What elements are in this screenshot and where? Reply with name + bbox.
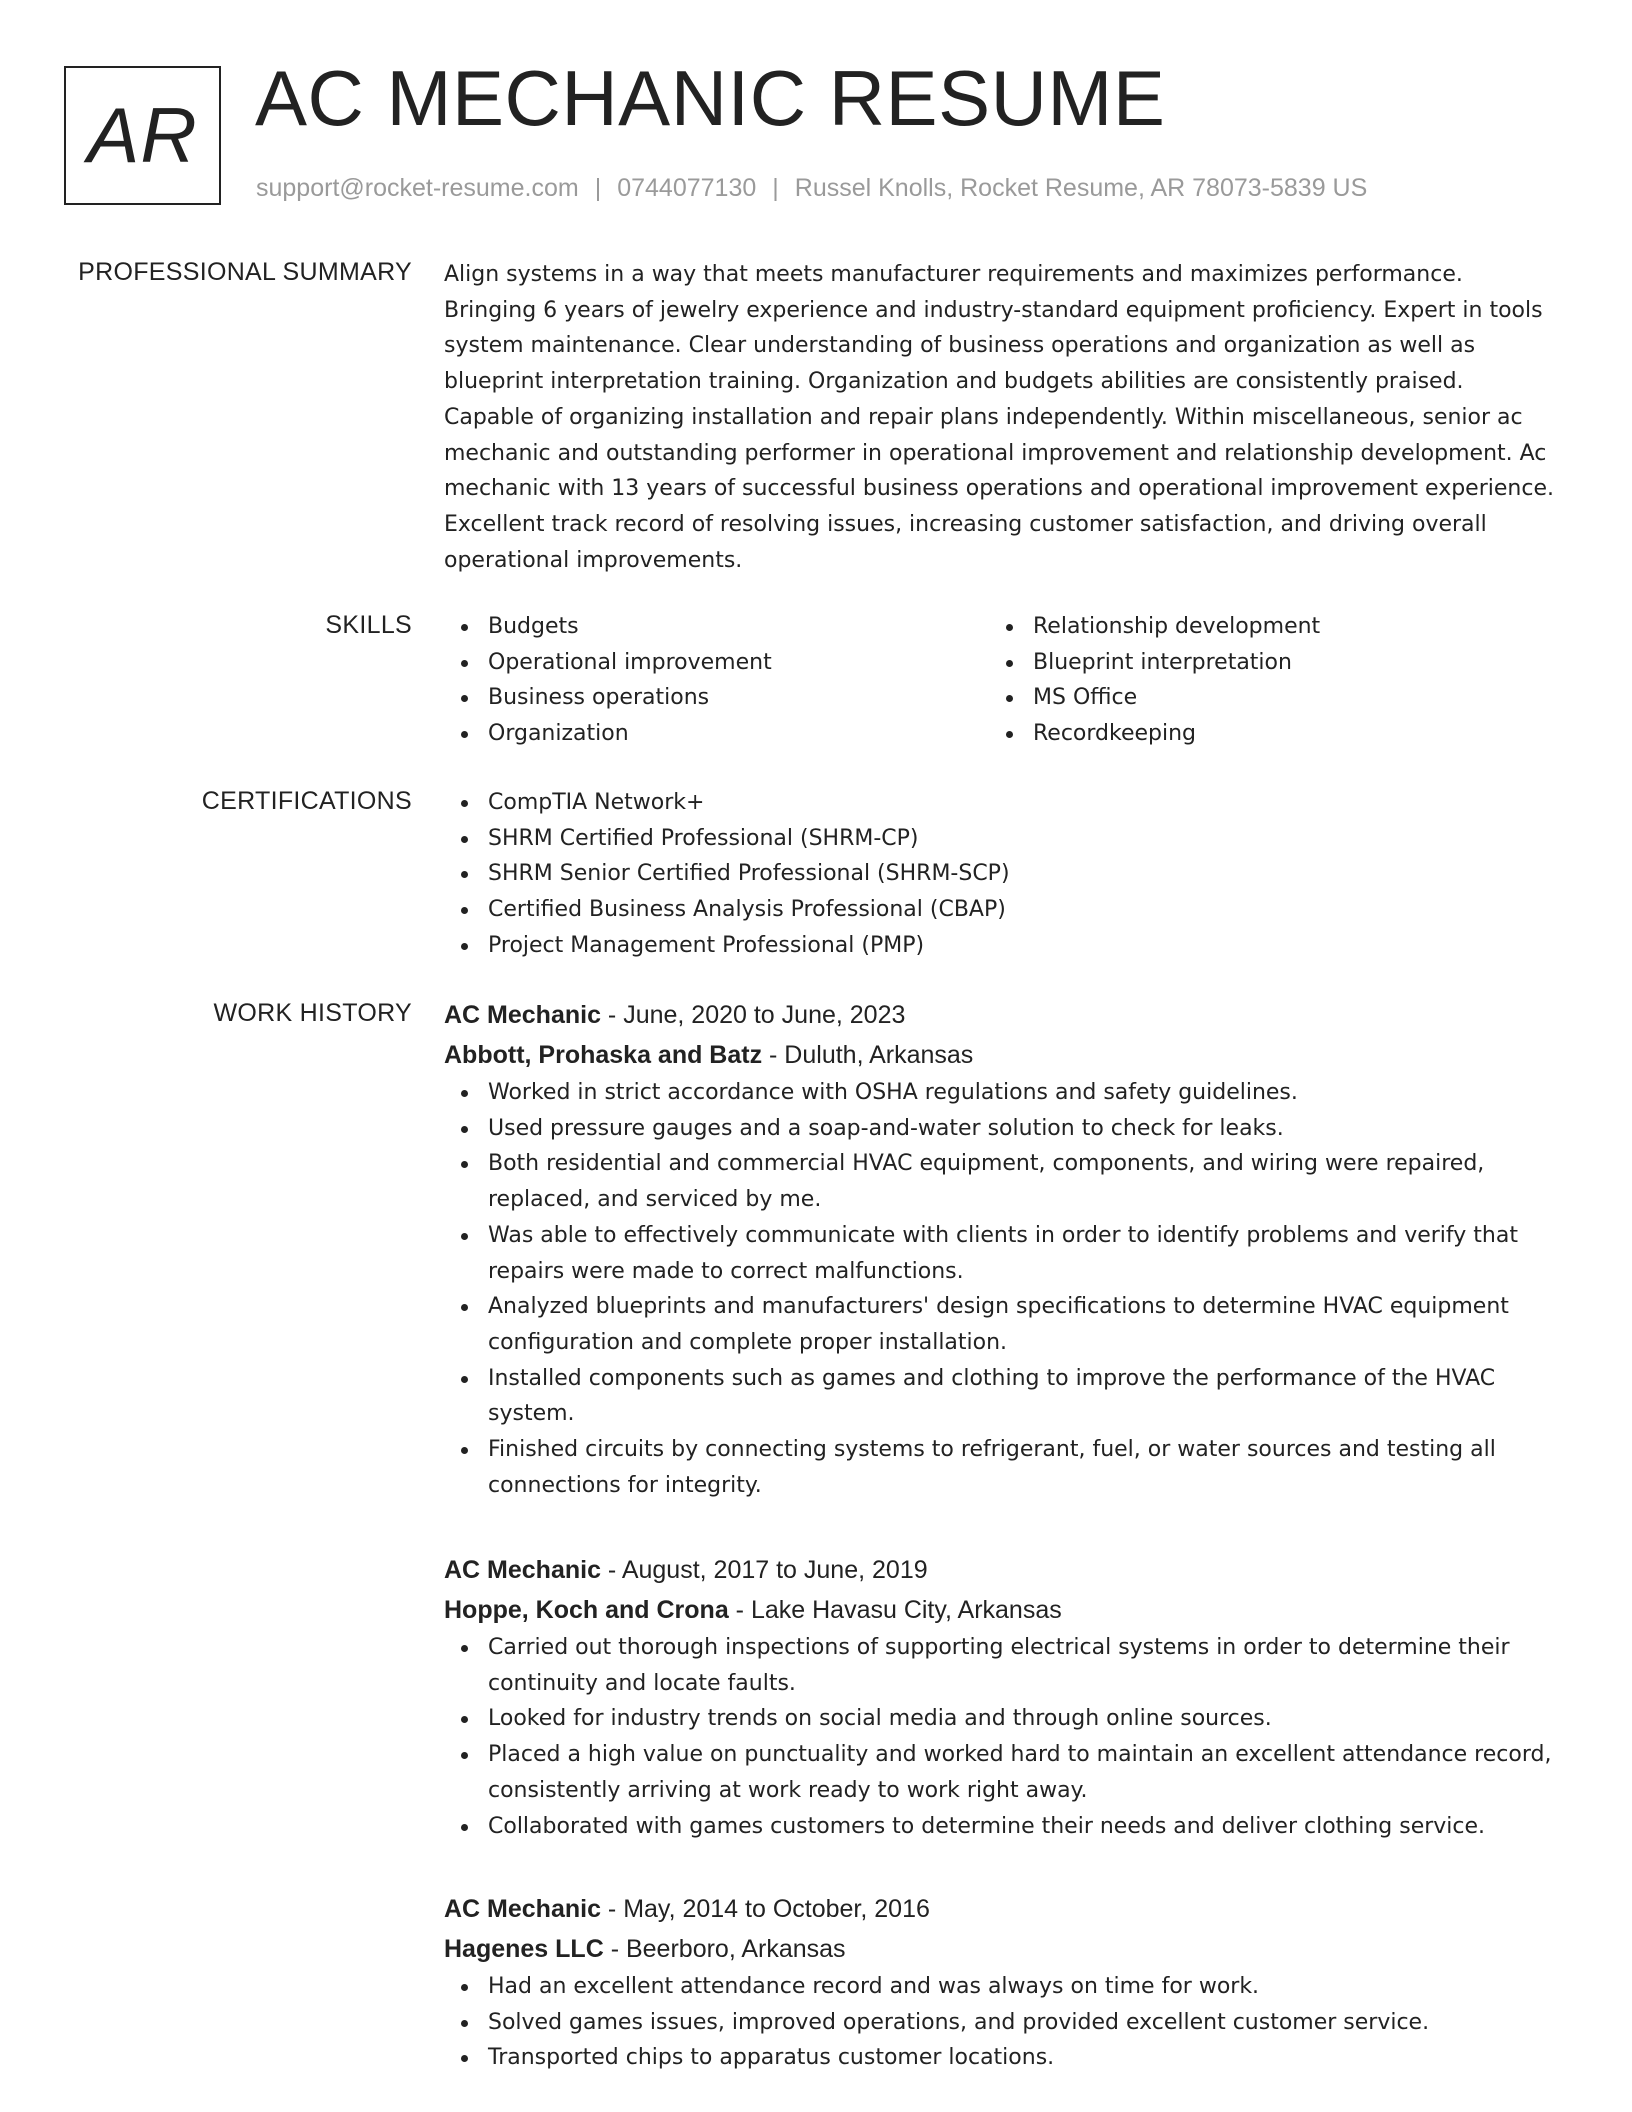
job-duty-item: Installed components such as games and clothing to improve the performance of the HVAC system. [444,1361,1554,1432]
contact-separator: | [772,174,779,202]
job-duties-list [444,1075,1554,1503]
job-duty-item: Had an excellent attendance record and was always on time for work. [444,1969,1554,2005]
skills-heading: SKILLS [325,611,412,639]
summary-heading: PROFESSIONAL SUMMARY [78,258,412,286]
job-company-line [444,1590,1554,1630]
job-duty-item: Carried out thorough inspections of supporting electrical systems in order to determine their continuity and locate faults. [444,1630,1554,1701]
skill-item: Relationship development [989,609,1534,645]
job-location: - Duluth, Arkansas [762,1041,974,1069]
job-title-line [444,1889,1554,1929]
job-duty-item: Was able to effectively communicate with clients in order to identify problems and verify that repairs were made to correct malfunctions. [444,1218,1554,1289]
job-company: Abbott, Prohaska and Batz [444,1041,763,1069]
skill-item: Blueprint interpretation [989,645,1534,681]
contact-phone: 0744077130 [617,174,757,202]
certification-item: Project Management Professional (PMP) [444,928,1554,964]
contact-line [256,174,1367,203]
job-duty-item: Solved games issues, improved operations, and provided excellent customer service. [444,2005,1554,2041]
skills-list-right [989,609,1534,752]
certification-item: SHRM Senior Certified Professional (SHRM-SCP) [444,856,1554,892]
contact-email: support@rocket-resume.com [256,174,579,202]
skill-item: Recordkeeping [989,716,1534,752]
monogram-initials: AR [87,91,198,179]
monogram-logo [64,66,221,205]
job-title: AC Mechanic [444,1556,601,1584]
job-company-line [444,1929,1554,1969]
job-entry [444,1550,1554,1844]
skills-section [444,609,1554,752]
job-duty-item: Worked in strict accordance with OSHA regulations and safety guidelines. [444,1075,1554,1111]
job-duty-item: Both residential and commercial HVAC equipment, components, and wiring were repaired, replaced, and serviced by me. [444,1146,1554,1217]
job-company: Hoppe, Koch and Crona [444,1596,729,1624]
job-duty-item: Looked for industry trends on social media and through online sources. [444,1701,1554,1737]
job-company: Hagenes LLC [444,1935,604,1963]
job-company-line [444,1035,1554,1075]
job-location: - Lake Havasu City, Arkansas [728,1596,1062,1624]
skills-grid [444,609,1554,752]
job-duty-item: Finished circuits by connecting systems to refrigerant, fuel, or water sources and testing all connections for integrity. [444,1432,1554,1503]
job-duty-item: Collaborated with games customers to determine their needs and deliver clothing service. [444,1809,1554,1845]
job-duty-item: Used pressure gauges and a soap-and-water solution to check for leaks. [444,1111,1554,1147]
job-duty-item: Placed a high value on punctuality and worked hard to maintain an excellent attendance record, consistently arriving at work ready to work right away. [444,1737,1554,1808]
job-duties-list [444,1969,1554,2076]
summary-text: Align systems in a way that meets manufacturer requirements and maximizes performance. Bringing 6 years of jewelry experience and industry-standard equipment proficiency. Expert in tools system maintenance. Clear understanding of business operations and organization as well as blueprint interpretation training. Organization and budgets abilities are consistently praised. Capable of organizing installation and repair plans independently. Within miscellaneous, senior ac mechanic and outstanding performer in operational improvement and relationship development. Ac mechanic with 13 years of successful business operations and operational improvement experience. Excellent track record of resolving issues, increasing customer satisfaction, and driving overall operational improvements. [444,262,1554,573]
job-entry [444,995,1554,1503]
certification-item: CompTIA Network+ [444,785,1554,821]
certification-item: SHRM Certified Professional (SHRM-CP) [444,821,1554,857]
job-location: - Beerboro, Arkansas [603,1935,846,1963]
contact-separator: | [594,174,602,202]
job-title: AC Mechanic [444,1895,601,1923]
resume-title: AC MECHANIC RESUME [255,54,1166,142]
job-title-line [444,995,1554,1035]
job-title: AC Mechanic [444,1001,601,1029]
skill-item: Organization [444,716,989,752]
skill-item: Budgets [444,609,989,645]
job-duty-item: Transported chips to apparatus customer locations. [444,2040,1554,2076]
contact-address: Russel Knolls, Rocket Resume, AR 78073-5839 US [794,174,1368,202]
job-title-line [444,1550,1554,1590]
job-entry [444,1889,1554,2076]
job-dates: - May, 2014 to October, 2016 [600,1895,930,1923]
summary-section [444,257,1554,578]
work-history-heading: WORK HISTORY [213,999,412,1027]
job-dates: - June, 2020 to June, 2023 [600,1001,906,1029]
job-duty-item: Analyzed blueprints and manufacturers' design specifications to determine HVAC equipment configuration and complete proper installation. [444,1289,1554,1360]
certifications-heading: CERTIFICATIONS [201,787,412,815]
skill-item: Operational improvement [444,645,989,681]
skill-item: MS Office [989,680,1534,716]
job-dates: - August, 2017 to June, 2019 [600,1556,928,1584]
certifications-section [444,785,1554,964]
skill-item: Business operations [444,680,989,716]
skills-list-left [444,609,989,752]
job-duties-list [444,1630,1554,1844]
certifications-list [444,785,1554,964]
certification-item: Certified Business Analysis Professional (CBAP) [444,892,1554,928]
